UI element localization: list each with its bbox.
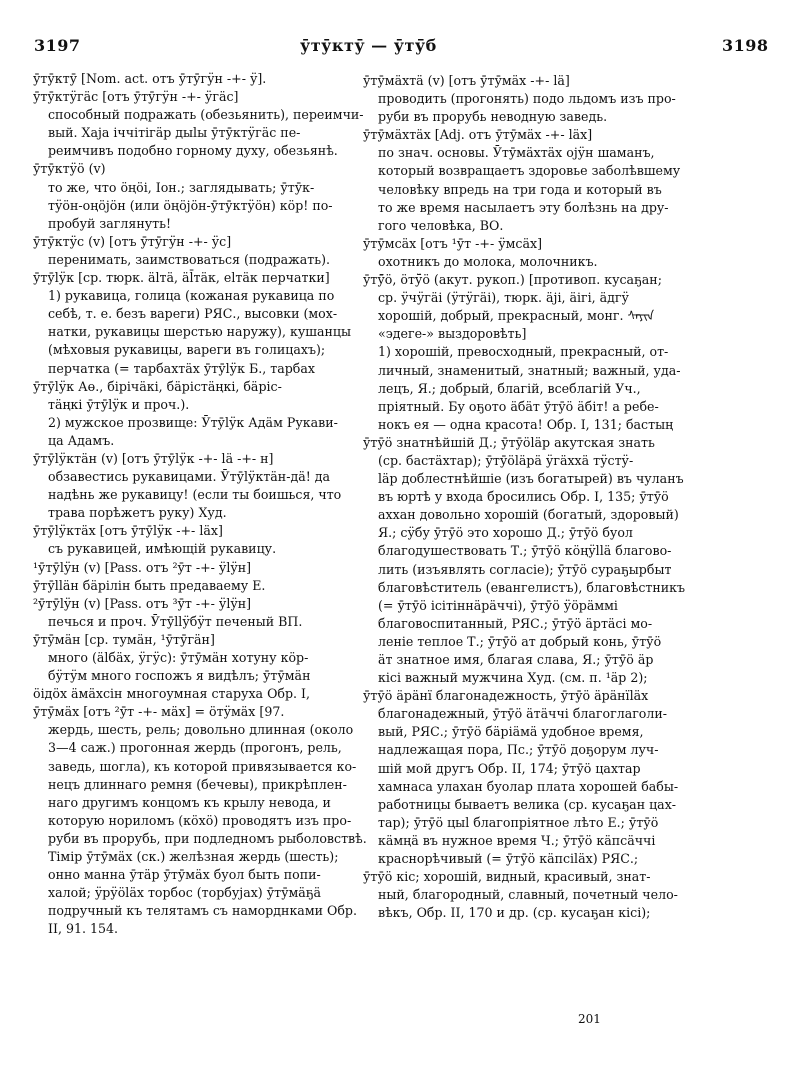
- text-line: (ср. бастäхтар); ӯтӯӧlӓрä ӱгäххä тӱстӱ-: [378, 452, 634, 468]
- text-line: личный, знаменитый, знатный; важный, уда-: [378, 362, 681, 378]
- text-line: ²ӯтӯlӱн (v) [Pass. отъ ³ӯт -+- ӱlӱн]: [33, 595, 252, 611]
- text-line: тäңкі ӯтӯlӱк и проч.).: [48, 396, 190, 412]
- text-line: ӯтӯ̄ӧ, ӧтӱ̄ӧ (акут. рукоп.) [противоп. кусаҕан;: [363, 272, 662, 288]
- text-line: себѣ, т. е. безъ вареги) РЯС., высовки (мох-: [48, 306, 338, 322]
- text-line: лить (изъявлять согласіе); ӯтӯӧ сураҕырбыт: [378, 561, 672, 577]
- text-line: тӱӧн-оңӧјӧн (или ӧңӧјӧн-ӯтӯктӱӧн) кӧр! по-: [48, 197, 333, 213]
- text-line: 3—4 саж.) прогонная жердь (прогонъ, рель,: [48, 740, 342, 756]
- text-line: благонадежный, ӯтӯӧ äтäччі благоглаголи-: [378, 706, 668, 722]
- text-line: онно манна ӯтäр ӯтӯмäх буол быть попи-: [48, 867, 321, 883]
- text-line: краснорѣчивый (= ӯтӯӧ кäпсіlӓх) РЯС.;: [378, 851, 639, 867]
- text-line: ӯтӯlӱк [ср. тюрк. älтä, äl̄тäк, elтäк перчатки]: [33, 270, 330, 286]
- text-line: ӯтӯllӓн бäрілін быть предаваему Е.: [33, 577, 266, 593]
- text-line: гого человѣка, ВО.: [378, 217, 504, 233]
- text-line: хамнаса улахан буолар плата хорошей бабы-: [378, 778, 679, 794]
- text-line: руби въ прорубь неводную заведь.: [378, 109, 608, 125]
- text-line: ный, благородный, славный, почетный чело-: [378, 887, 678, 903]
- text-line: то же время насылаетъ эту болѣзнь на дру-: [378, 199, 669, 215]
- text-line: ӯтӯктӯ [Nom. act. отъ ӯтӯгӱн -+- ӱ].: [33, 71, 267, 86]
- text-line: проводить (прогонять) подо льдомъ изъ про-: [378, 91, 676, 107]
- text-line: шій мой другъ Обр. II, 174; ӯтӯӧ цахтар: [378, 760, 641, 776]
- text-line: ӯтӯмäн [ср. тумäн, ¹ӯтӯгäн]: [33, 631, 215, 647]
- text-line: по знач. основы. Ӯтӯмäхтäх ојӱн шаманъ,: [378, 145, 655, 161]
- text-line: жердь, шесть, рель; довольно длинная (около: [48, 722, 354, 738]
- text-line: печься и проч. Ӯтӯllӱбӱт печеный ВП.: [48, 613, 303, 629]
- text-line: Я.; сӱбу ӯтӯӧ это хорошо Д.; ӯтӯӧ буол: [378, 525, 633, 541]
- text-line: кäмңä въ нужное время Ч.; ӯтӯӧ кäпсäччі: [378, 832, 656, 848]
- text-line: ӯтӯктӱгӓс [отъ ӯтӯгӱн -+- ӱгӓс]: [33, 89, 239, 105]
- text-line: пріятный. Бу оҕото äбäт ӯтӯӧ äбіт! а ребе-: [378, 398, 659, 414]
- text-line: тар); ӯтӯӧ цыl благопріятное лѣто Е.; ӯтӯӧ: [378, 814, 659, 830]
- page-number-right: 3198: [722, 36, 769, 55]
- text-line: много (älбäх, ӱгӱс): ӯтӯмäн хотуну кӧр-: [48, 650, 309, 665]
- text-line: то же, что ӧңӧі, Іон.; заглядывать; ӯтӯк-: [48, 179, 315, 195]
- text-line: благовѣститель (евангелистъ), благовѣстникъ: [378, 579, 686, 595]
- right-column: [363, 72, 783, 922]
- text-line: lӓр доблестнѣйшіе (изъ богатырей) въ чуланъ: [378, 471, 684, 487]
- text-line: ӯтӯмäхтäх [Adj. отъ ӯтӯмäх -+- lӓх]: [363, 127, 593, 143]
- text-line: заведь, шогла), къ которой привязывается ко-: [48, 758, 357, 774]
- text-line: руби въ прорубь, при подледномъ рыболовствѣ.: [48, 830, 367, 846]
- text-line: ӯтӯӧ знатнѣйшій Д.; ӯтӯӧlӓр акутская знать: [363, 434, 655, 450]
- text-line: благовоспитанный, РЯС.; ӯтӯӧ äртäсі мо-: [378, 615, 653, 631]
- text-line: наго другимъ концомъ къ крылу невода, и: [48, 794, 331, 810]
- text-line: леніе теплое Т.; ӯтӯӧ ат добрый конь, ӯтӯӧ: [378, 633, 662, 649]
- text-line: II, 91. 154.: [48, 921, 119, 937]
- text-line: ӯтӯlӱктäн (v) [отъ ӯтӯlӱк -+- lä -+- н]: [33, 450, 274, 466]
- page-number-left: 3197: [34, 36, 81, 55]
- text-line: ӯтӯмсäх [отъ ¹ӯт -+- ӱмсäх]: [363, 235, 543, 251]
- text-line: Тімір ӯтӯмäх (ск.) желѣзная жердь (шесть);: [48, 849, 339, 865]
- text-line: человѣку впредь на три года и который въ: [378, 181, 662, 197]
- text-line: перенимать, заимствоваться (подражать).: [48, 251, 331, 267]
- text-line: халой; ӱрӱӧlӓх торбос (торбуjах) ӯтӯмäҕä: [48, 885, 322, 901]
- text-line: ¹ӯтӯlӱн (v) [Pass. отъ ²ӯт -+- ӱlӱн]: [33, 559, 252, 575]
- text-line: ӯтӯмäх [отъ ²ӯт -+- мäх] = ӧтӱмäх [97.: [33, 704, 285, 720]
- text-line: äт знатное имя, благая слава, Я.; ӯтӯӧ äр: [378, 652, 654, 667]
- text-line: 1) рукавица, голица (кожаная рукавица по: [48, 288, 335, 304]
- text-line: ӯтӯктӱс (v) [отъ ӯтӯгӱн -+- ӱс]: [33, 233, 232, 249]
- text-line: ӯтӯlӱктäх [отъ ӯтӯlӱк -+- lӓх]: [33, 523, 223, 539]
- text-line: въ юртѣ у входа бросились Обр. I, 135; ӯтӯӧ: [378, 489, 669, 505]
- text-line: ӯтӯӧ кіс; хорошій, видный, красивый, знат-: [363, 869, 651, 885]
- text-line: который возвращаетъ здоровье заболѣвшему: [378, 163, 681, 179]
- text-line: ӯтӯктӱӧ (v): [33, 161, 106, 177]
- text-line: способный подражать (обезьянить), переимчи-: [48, 107, 364, 123]
- text-line: кісі важный мужчина Худ. (см. п. ¹äр 2);: [378, 670, 648, 686]
- text-line: лецъ, Я.; добрый, благій, всеблагій Уч.,: [378, 380, 641, 396]
- text-line: вый. Хаjа іччітігäр дыlы ӯтӯктӱгäс пе-: [48, 125, 301, 141]
- text-line: вый, РЯС.; ӯтӯӧ бäріäмä удобное время,: [378, 724, 644, 740]
- text-line: ӧiдӧх äмäхсін многоумная старуха Обр. I,: [33, 686, 311, 702]
- text-line: нецъ длиннаго ремня (бечевы), прикрѣплен-: [48, 776, 347, 792]
- text-line: нокъ ея — одна красота! Обр. I, 131; бастың: [378, 416, 674, 432]
- text-line: (= ӯтӯӧ ісітіннäрäччі), ӯтӯӧ ӱӧрäммі: [378, 597, 618, 613]
- text-line: обзавестись рукавицами. Ӯтӯlӱктäн-дä! да: [48, 469, 331, 485]
- text-line: работницы бываетъ велика (ср. кусаҕан цах-: [378, 796, 677, 812]
- text-line: пробуй заглянуть!: [48, 215, 172, 231]
- text-line: ӯтӯмäхтä (v) [отъ ӯтӯмäх -+- lä]: [363, 73, 570, 88]
- text-line: подручный къ телятамъ съ наморднками Обр.: [48, 903, 357, 919]
- text-line: ср. ӱчӱгäі (ӱтӱгäі), тюрк. äjі, äiгі, äдгӱ: [378, 290, 629, 306]
- text-line: натки, рукавицы шерстью наружу), кушанцы: [48, 324, 351, 340]
- text-line: ӯтӯӧ äрäнї благонадежность, ӯтӯӧ äрäнїlӓх: [363, 688, 649, 704]
- printer-signature: 201: [578, 1012, 601, 1026]
- running-title: ӯтӯктӯ — ӯтӯ̄б: [300, 36, 437, 55]
- text-line: ца Адамъ.: [48, 432, 115, 448]
- text-line: надлежащая пора, Пс.; ӯтӯӧ доҕорум луч-: [378, 742, 659, 758]
- text-line: бӱтӱм много госпожъ я видѣлъ; ӯтӯмäн: [48, 668, 311, 684]
- text-line: трава порѣжетъ руку) Худ.: [48, 505, 227, 521]
- text-line: благодушествовать Т.; ӯтӯӧ кӧңӱllӓ благово-: [378, 543, 672, 559]
- text-line: реимчивъ подобно горному духу, обезьянѣ.: [48, 143, 338, 159]
- text-line: «эдеге-» выздоровѣть]: [378, 326, 527, 342]
- text-line: надѣнь же рукавицу! (если ты боишься, что: [48, 487, 342, 503]
- text-line: съ рукавицей, имѣющій рукавицу.: [48, 541, 277, 557]
- text-line: хорошій, добрый, прекрасный, монг. ᠰᠠᠶᠢᠨ: [378, 308, 655, 324]
- text-line: ӯтӯlӱк Аө., бірічäкі, бäрістäңкі, бäріс-: [33, 378, 282, 394]
- text-line: которую нориломъ (кӧхӧ) проводятъ изъ про-: [48, 812, 352, 828]
- text-line: 2) мужское прозвище: Ӯтӯlӱк Адӓм Рукави-: [48, 414, 338, 430]
- text-line: вѣкъ, Обр. II, 170 и др. (ср. кусаҕан кісі);: [378, 905, 651, 921]
- text-line: (мѣховыя рукавицы, вареги въ голицахъ);: [48, 342, 326, 358]
- text-line: аххан довольно хорошій (богатый, здоровый): [378, 507, 679, 523]
- text-line: 1) хорошій, превосходный, прекрасный, от-: [378, 344, 669, 360]
- text-line: охотникъ до молока, молочникъ.: [378, 253, 598, 269]
- left-column: [33, 70, 373, 939]
- text-line: перчатка (= тарбахтӓх ӯтӯlӱк Б., тарбах: [48, 360, 315, 376]
